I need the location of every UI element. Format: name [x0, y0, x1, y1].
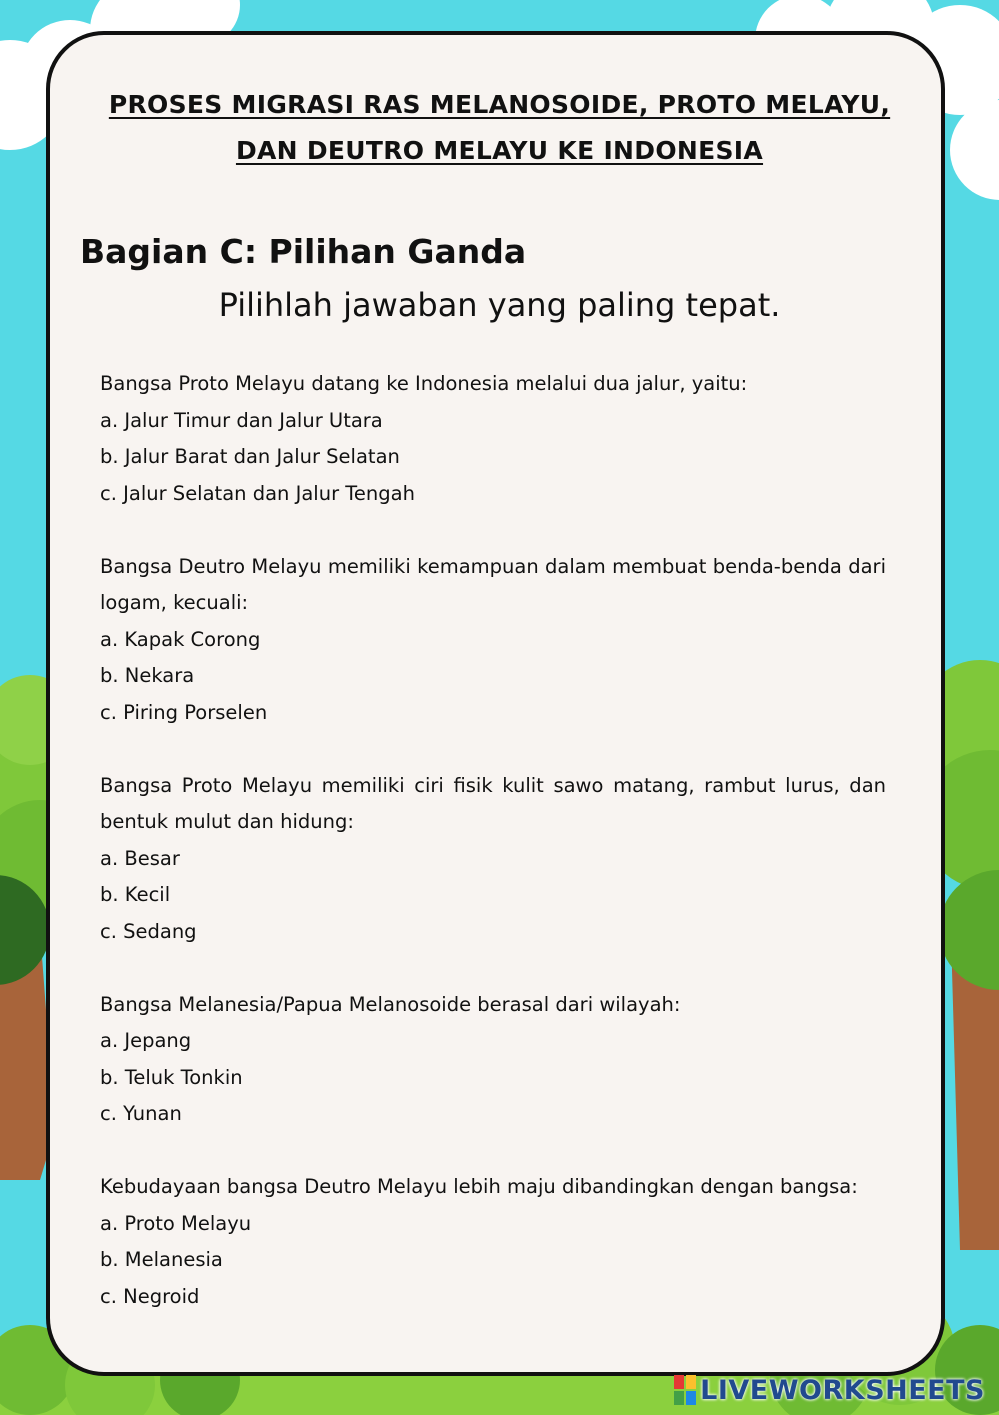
option-a[interactable]: a. Proto Melayu [100, 1211, 252, 1235]
option-b[interactable]: b. Jalur Barat dan Jalur Selatan [100, 445, 400, 468]
question-text: Bangsa Melanesia/Papua Melanosoide berasal dari wilayah: [100, 992, 681, 1016]
option-c[interactable]: c. Yunan [100, 1102, 182, 1125]
question-text: Bangsa Deutro Melayu memiliki kemampuan dalam membuat benda-benda dari logam, kecuali: [100, 554, 886, 614]
option-c[interactable]: c. Sedang [100, 919, 197, 943]
question-2 [100, 549, 886, 732]
option-b[interactable]: b. Teluk Tonkin [100, 1065, 243, 1089]
question-text: Kebudayaan bangsa Deutro Melayu lebih maju dibandingkan dengan bangsa: [100, 1175, 858, 1198]
liveworksheets-logo-icon [674, 1375, 696, 1405]
question-text: Bangsa Proto Melayu memiliki ciri fisik kulit sawo matang, rambut lurus, dan bentuk mulut dan hidung: [100, 773, 886, 833]
option-b[interactable]: b. Melanesia [100, 1248, 223, 1271]
option-b[interactable]: b. Kecil [100, 883, 171, 906]
option-a[interactable]: a. Jepang [100, 1029, 192, 1052]
worksheet-title [0, 82, 999, 174]
option-c[interactable]: c. Jalur Selatan dan Jalur Tengah [100, 481, 415, 505]
question-1 [100, 366, 886, 512]
option-a[interactable]: a. Besar [100, 846, 180, 870]
question-3 [100, 768, 886, 951]
title-line-2: DAN DEUTRO MELAYU KE INDONESIA [235, 136, 764, 165]
option-b[interactable]: b. Nekara [100, 664, 195, 687]
liveworksheets-watermark [674, 1372, 985, 1408]
section-heading: Bagian C: Pilihan Ganda [80, 232, 527, 271]
option-c[interactable]: c. Piring Porselen [100, 700, 268, 724]
question-list [100, 366, 886, 1352]
instruction-text: Pilihlah jawaban yang paling tepat. [218, 286, 781, 324]
title-line-1: PROSES MIGRASI RAS MELANOSOIDE, PROTO MELAYU, [108, 90, 891, 119]
question-5 [100, 1169, 886, 1315]
watermark-text: LIVEWORKSHEETS [700, 1374, 985, 1406]
question-text: Bangsa Proto Melayu datang ke Indonesia melalui dua jalur, yaitu: [100, 372, 748, 395]
question-4 [100, 987, 886, 1133]
option-c[interactable]: c. Negroid [100, 1284, 200, 1308]
option-a[interactable]: a. Kapak Corong [100, 627, 261, 651]
option-a[interactable]: a. Jalur Timur dan Jalur Utara [100, 408, 383, 432]
